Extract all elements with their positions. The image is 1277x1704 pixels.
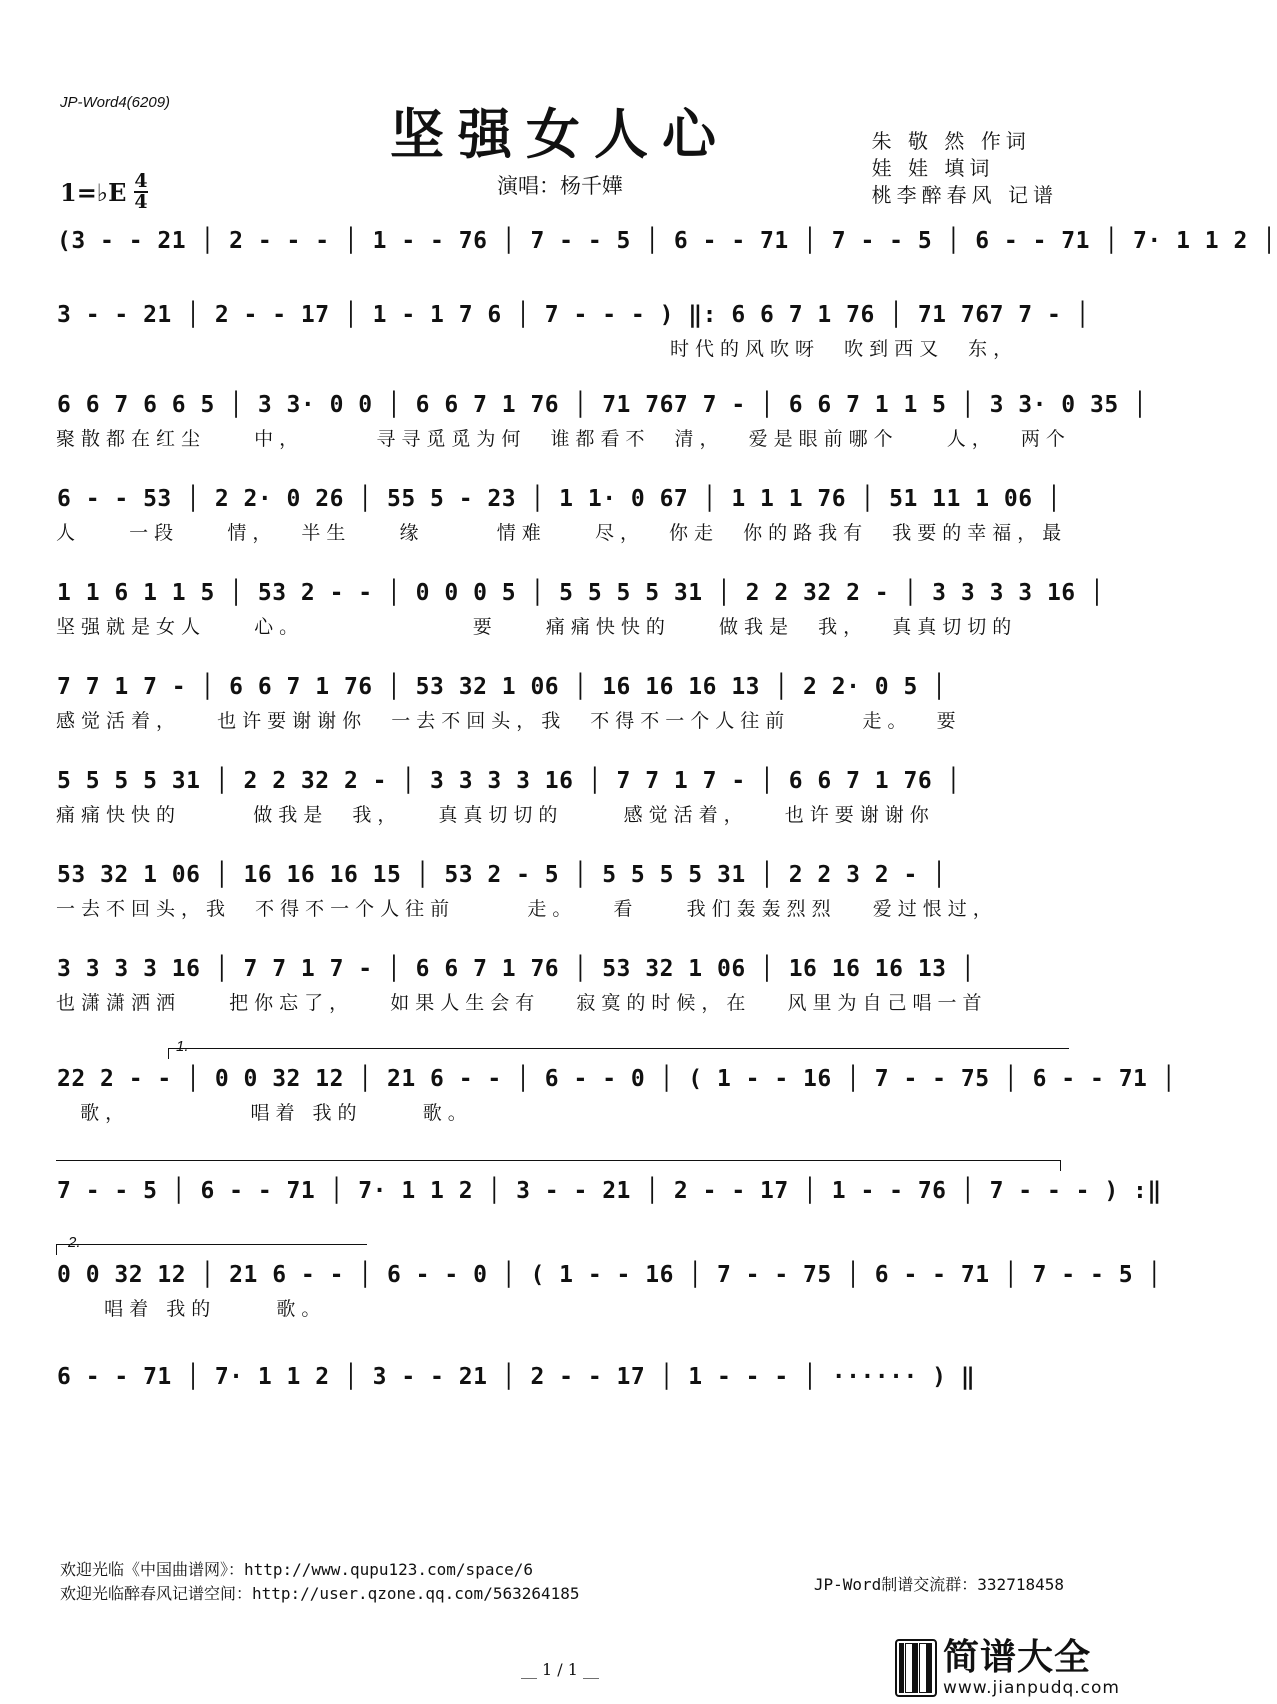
first-ending-label: 1. <box>176 1038 189 1055</box>
score-line-2 <box>56 296 1090 368</box>
footer-links <box>60 1558 580 1606</box>
first-ending-bracket <box>168 1048 1069 1059</box>
lyrics-line: 时代的风吹呀 吹到西又 东， <box>56 338 1019 360</box>
score <box>56 222 1277 1406</box>
notes-line: 3 - - 21 │ 2 - - 17 │ 1 - 1 7 6 │ 7 - - - ) ‖: 6 6 7 1 76 │ 71 767 7 - │ <box>57 302 1090 328</box>
notes-line: 6 6 7 6 6 5 │ 3 3· 0 0 │ 6 6 7 1 76 │ 71 767 7 - │ 6 6 7 1 1 5 │ 3 3· 0 35 │ <box>57 392 1148 418</box>
notes-line: 7 7 1 7 - │ 6 6 7 1 76 │ 53 32 1 06 │ 16 16 16 13 │ 2 2· 0 5 │ <box>57 674 947 700</box>
logo-url: www.jianpudq.com <box>942 1678 1120 1698</box>
lyrics-line <box>56 1396 1066 1406</box>
notes-line: 22 2 - - │ 0 0 32 12 │ 21 6 - - │ 6 - - 0 │ ( 1 - - 16 │ 7 - - 75 │ 6 - - 71 │ <box>57 1066 1177 1092</box>
score-line-7 <box>56 762 1066 834</box>
notes-line: 6 - - 71 │ 7· 1 1 2 │ 3 - - 21 │ 2 - - 17 │ 1 - - - │ ······ ) ‖ <box>57 1364 976 1390</box>
lyrics-line <box>56 260 1066 294</box>
score-line-12 <box>56 1234 1162 1328</box>
credit-composer: 朱 敬 然 作词 <box>871 129 1031 153</box>
score-line-9 <box>56 950 1066 1022</box>
notes-line: 7 - - 5 │ 6 - - 71 │ 7· 1 1 2 │ 3 - - 21 │ 2 - - 17 │ 1 - - 76 │ 7 - - - ) :‖ <box>57 1178 1162 1204</box>
lyrics-line: 也潇潇洒洒 把你忘了， 如果人生会有 寂寞的时候，在 风里为自己唱一首 <box>56 992 988 1014</box>
score-line-6 <box>56 668 1066 740</box>
notes-line: 1 1 6 1 1 5 │ 53 2 - - │ 0 0 0 5 │ 5 5 5 5 31 │ 2 2 32 2 - │ 3 3 3 3 16 │ <box>57 580 1105 606</box>
score-line-4 <box>56 480 1066 552</box>
notes-line: 5 5 5 5 31 │ 2 2 32 2 - │ 3 3 3 3 16 │ 7 7 1 7 - │ 6 6 7 1 76 │ <box>57 768 961 794</box>
song-title: 坚强女人心 <box>390 102 730 166</box>
lyrics-line: 坚强就是女人 心。 要 痛痛快快的 做我是 我， 真真切切的 <box>56 616 1018 638</box>
score-line-3 <box>56 386 1148 458</box>
score-line-10 <box>56 1038 1177 1132</box>
software-version: JP-Word4(6209) <box>60 94 171 111</box>
lyrics-line: 一去不回头，我 不得不一个人往前 走。 看 我们轰轰烈烈 爱过恨过， <box>56 898 998 920</box>
footer-link-qupu[interactable]: 欢迎光临《中国曲谱网》：http://www.qupu123.com/space/6 <box>60 1560 533 1579</box>
footer-link-qzone[interactable]: 欢迎光临醉春风记谱空间：http://user.qzone.qq.com/563264185 <box>60 1584 580 1603</box>
score-line-13 <box>56 1358 1066 1406</box>
singer: 演唱：杨千嬅 <box>497 174 623 198</box>
notes-line: 6 - - 53 │ 2 2· 0 26 │ 55 5 - 23 │ 1 1· 0 67 │ 1 1 1 76 │ 51 11 1 06 │ <box>57 486 1062 512</box>
lyrics-line: 感觉活着， 也许要谢谢你 一去不回头，我 不得不一个人往前 走。 要 <box>56 710 962 732</box>
notes-line: 53 32 1 06 │ 16 16 16 15 │ 53 2 - 5 │ 5 5 5 5 31 │ 2 2 3 2 - │ <box>57 862 947 888</box>
notes-line: (3 - - 21 │ 2 - - - │ 1 - - 76 │ 7 - - 5 │ 6 - - 71 │ 7 - - 5 │ 6 - - 71 │ 7· 1 1 2 │ <box>57 228 1277 254</box>
second-ending-label: 2. <box>68 1234 81 1251</box>
piano-keys-icon <box>895 1639 937 1697</box>
site-logo[interactable] <box>895 1632 1120 1704</box>
lyrics-line: 歌， 唱着 我的 歌。 <box>56 1102 473 1124</box>
key-label: 1=♭E <box>60 177 127 207</box>
logo-title: 简谱大全 <box>942 1637 1091 1678</box>
credit-lyricist: 娃 娃 填词 <box>871 156 995 180</box>
second-ending-bracket <box>56 1244 367 1255</box>
first-ending-bracket-end <box>56 1160 1061 1171</box>
score-line-1 <box>56 222 1277 294</box>
logo-text <box>943 1638 1120 1698</box>
score-line-5 <box>56 574 1105 646</box>
lyrics-line <box>56 1210 1066 1220</box>
lyrics-line: 痛痛快快的 做我是 我， 真真切切的 感觉活着， 也许要谢谢你 <box>56 804 935 826</box>
lyrics-line: 聚散都在红尘 中， 寻寻觅觅为何 谁都看不 清， 爱是眼前哪个 人， 两个 <box>56 428 1071 450</box>
score-line-8 <box>56 856 1066 928</box>
notes-line: 3 3 3 3 16 │ 7 7 1 7 - │ 6 6 7 1 76 │ 53 32 1 06 │ 16 16 16 13 │ <box>57 956 976 982</box>
time-signature-top: 4 <box>134 170 148 192</box>
footer-group-number: JP-Word制谱交流群：332718458 <box>813 1575 1064 1594</box>
time-signature-bottom: 4 <box>134 191 148 213</box>
lyrics-line: 人 一段 情， 半生 缘 情难 尽， 你走 你的路我有 我要的幸福，最 <box>56 522 1068 544</box>
page-number: __ 1 / 1 __ <box>520 1660 600 1679</box>
lyrics-line: 唱着 我的 歌。 <box>56 1298 327 1320</box>
score-line-11 <box>56 1172 1162 1220</box>
credit-transcriber: 桃李醉春风 记谱 <box>871 183 1058 207</box>
notes-line: 0 0 32 12 │ 21 6 - - │ 6 - - 0 │ ( 1 - - 16 │ 7 - - 75 │ 6 - - 71 │ 7 - - 5 │ <box>57 1262 1162 1288</box>
